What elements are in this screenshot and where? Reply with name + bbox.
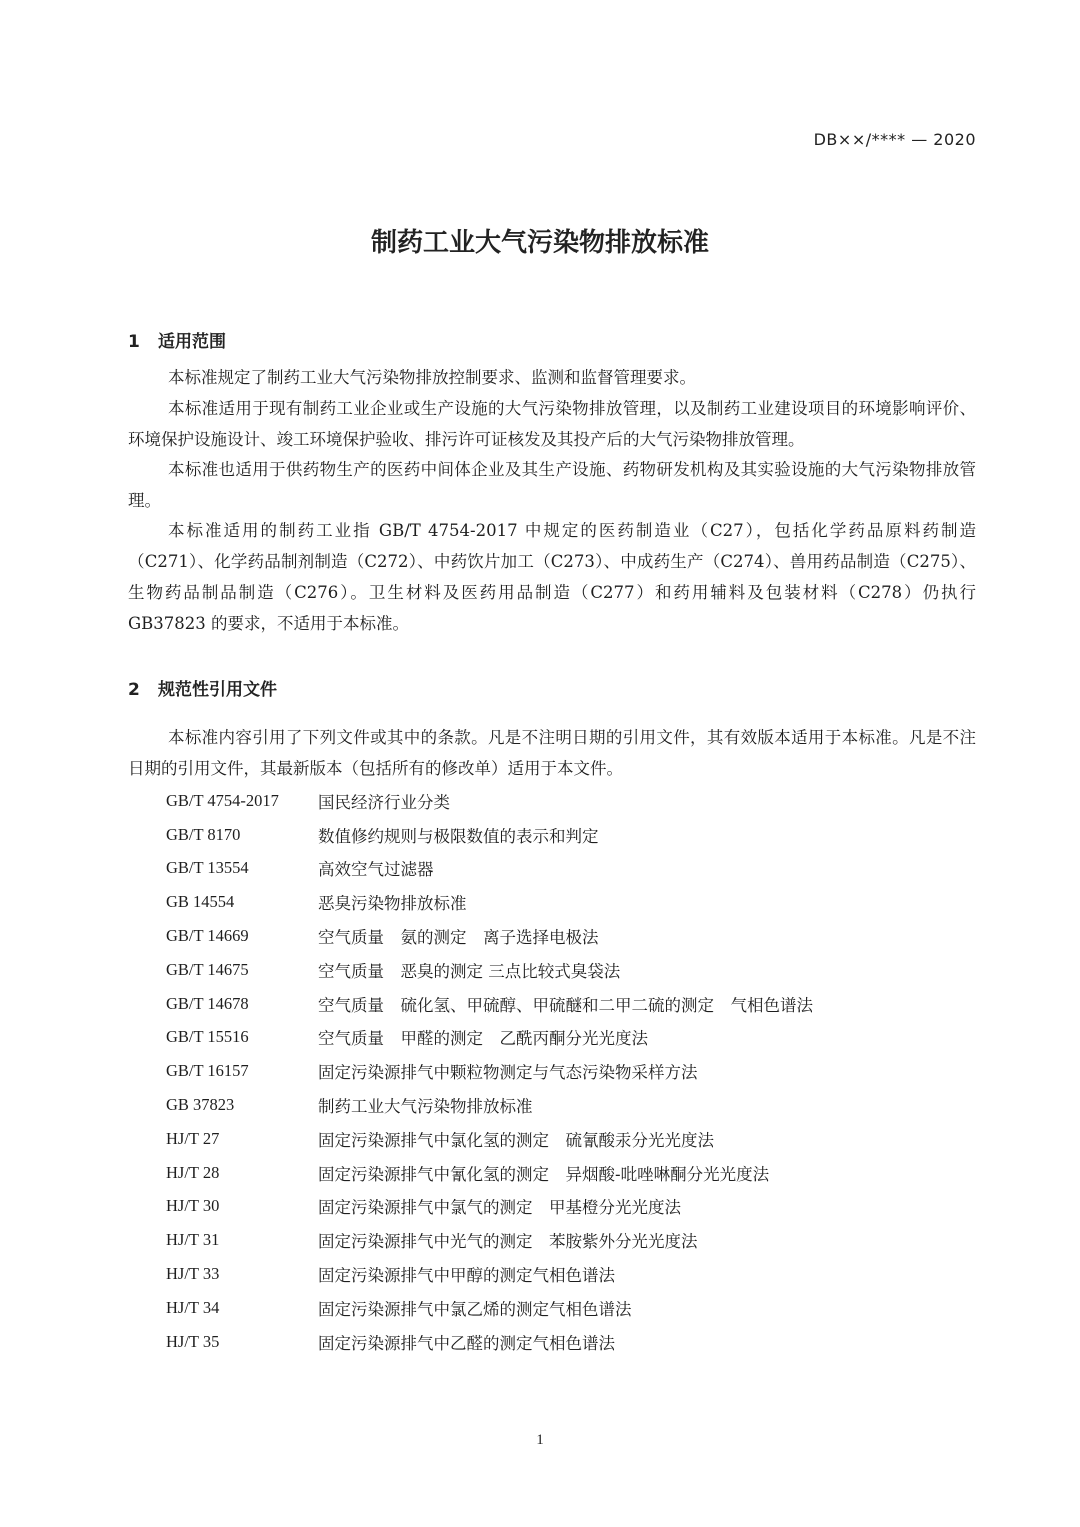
section-1-paragraph: 本标准规定了制药工业大气污染物排放控制要求、监测和监督管理要求。 xyxy=(168,368,696,387)
reference-item xyxy=(166,818,946,852)
reference-title: 固定污染源排气中氯化氢的测定 硫氰酸汞分光光度法 xyxy=(318,1130,714,1150)
reference-code: HJ/T 30 xyxy=(166,1196,220,1216)
reference-item xyxy=(166,1257,946,1291)
reference-code: GB/T 13554 xyxy=(166,858,249,878)
reference-item xyxy=(166,852,946,886)
reference-title: 固定污染源排气中氯乙烯的测定气相色谱法 xyxy=(318,1299,632,1319)
reference-code: HJ/T 35 xyxy=(166,1331,220,1351)
section-1-heading xyxy=(128,327,226,352)
reference-code: GB 14554 xyxy=(166,892,235,912)
reference-item xyxy=(166,1190,946,1224)
reference-item xyxy=(166,1122,946,1156)
reference-code: HJ/T 33 xyxy=(166,1264,220,1284)
reference-code: HJ/T 28 xyxy=(166,1162,220,1182)
reference-item xyxy=(166,1223,946,1257)
section-1-number: 1 xyxy=(128,332,140,352)
reference-title: 制药工业大气污染物排放标准 xyxy=(318,1097,533,1117)
page-number: 1 xyxy=(536,1432,544,1448)
document-code: DB××/**** — 2020 xyxy=(813,130,976,149)
section-1-paragraph: 本标准适用的制药工业指 GB/T 4754-2017 中规定的医药制造业（C27），包括化学药品原料药制造（C271）、化学药品制剂制造（C272）、中药饮片加工（C273）、中成药生产（C274）、兽用药品制造（C275）、生物药品制品制造（C276）。卫生材料及医药用品制造（C277）和药用辅料及包装材料（C278）仍执行 GB37823 的要求，不适用于本标准。 xyxy=(128,521,976,633)
reference-code: GB/T 14675 xyxy=(166,959,249,979)
section-2-heading xyxy=(128,675,277,700)
reference-item xyxy=(166,1325,946,1359)
reference-title: 固定污染源排气中乙醛的测定气相色谱法 xyxy=(318,1333,615,1353)
reference-title: 空气质量 硫化氢、甲硫醇、甲硫醚和二甲二硫的测定 气相色谱法 xyxy=(318,995,813,1015)
reference-item xyxy=(166,1156,946,1190)
section-2-intro: 本标准内容引用了下列文件或其中的条款。凡是不注明日期的引用文件，其有效版本适用于本标准。凡是不注日期的引用文件，其最新版本（包括所有的修改单）适用于本文件。 xyxy=(128,728,976,778)
reference-title: 固定污染源排气中甲醇的测定气相色谱法 xyxy=(318,1266,615,1286)
reference-code: GB/T 15516 xyxy=(166,1027,249,1047)
reference-title: 数值修约规则与极限数值的表示和判定 xyxy=(318,826,599,846)
reference-title: 恶臭污染物排放标准 xyxy=(318,894,467,914)
reference-code: HJ/T 31 xyxy=(166,1230,220,1250)
section-2-number: 2 xyxy=(128,680,140,700)
reference-title: 固定污染源排气中光气的测定 苯胺紫外分光光度法 xyxy=(318,1232,698,1252)
reference-item xyxy=(166,885,946,919)
reference-code: GB/T 16157 xyxy=(166,1061,249,1081)
reference-code: HJ/T 34 xyxy=(166,1297,220,1317)
reference-item xyxy=(166,784,946,818)
reference-title: 空气质量 氨的测定 离子选择电极法 xyxy=(318,928,599,948)
reference-title: 固定污染源排气中氰化氢的测定 异烟酸-吡唑啉酮分光光度法 xyxy=(318,1164,770,1184)
reference-item xyxy=(166,987,946,1021)
reference-code: GB 37823 xyxy=(166,1095,235,1115)
reference-item xyxy=(166,1021,946,1055)
reference-title: 固定污染源排气中氯气的测定 甲基橙分光光度法 xyxy=(318,1198,681,1218)
section-1-paragraph: 本标准适用于现有制药工业企业或生产设施的大气污染物排放管理，以及制药工业建设项目的环境影响评价、环境保护设施设计、竣工环境保护验收、排污许可证核发及其投产后的大气污染物排放管理。 xyxy=(128,399,976,449)
section-1-paragraph: 本标准也适用于供药物生产的医药中间体企业及其生产设施、药物研发机构及其实验设施的大气污染物排放管理。 xyxy=(128,460,976,510)
reference-item xyxy=(166,1054,946,1088)
reference-title: 高效空气过滤器 xyxy=(318,860,434,880)
reference-item xyxy=(166,953,946,987)
reference-code: HJ/T 27 xyxy=(166,1128,220,1148)
reference-title: 空气质量 恶臭的测定 三点比较式臭袋法 xyxy=(318,961,621,981)
reference-code: GB/T 8170 xyxy=(166,824,241,844)
reference-code: GB/T 14678 xyxy=(166,993,249,1013)
document-title: 制药工业大气污染物排放标准 xyxy=(370,228,709,258)
section-1-title: 适用范围 xyxy=(158,332,226,352)
reference-title: 固定污染源排气中颗粒物测定与气态污染物采样方法 xyxy=(318,1063,698,1083)
reference-item xyxy=(166,1291,946,1325)
reference-item xyxy=(166,1088,946,1122)
section-2-title: 规范性引用文件 xyxy=(158,680,277,700)
reference-title: 空气质量 甲醛的测定 乙酰丙酮分光光度法 xyxy=(318,1029,648,1049)
reference-list xyxy=(166,784,946,1359)
reference-item xyxy=(166,919,946,953)
reference-code: GB/T 4754-2017 xyxy=(166,790,279,810)
reference-code: GB/T 14669 xyxy=(166,926,249,946)
reference-title: 国民经济行业分类 xyxy=(318,792,450,812)
